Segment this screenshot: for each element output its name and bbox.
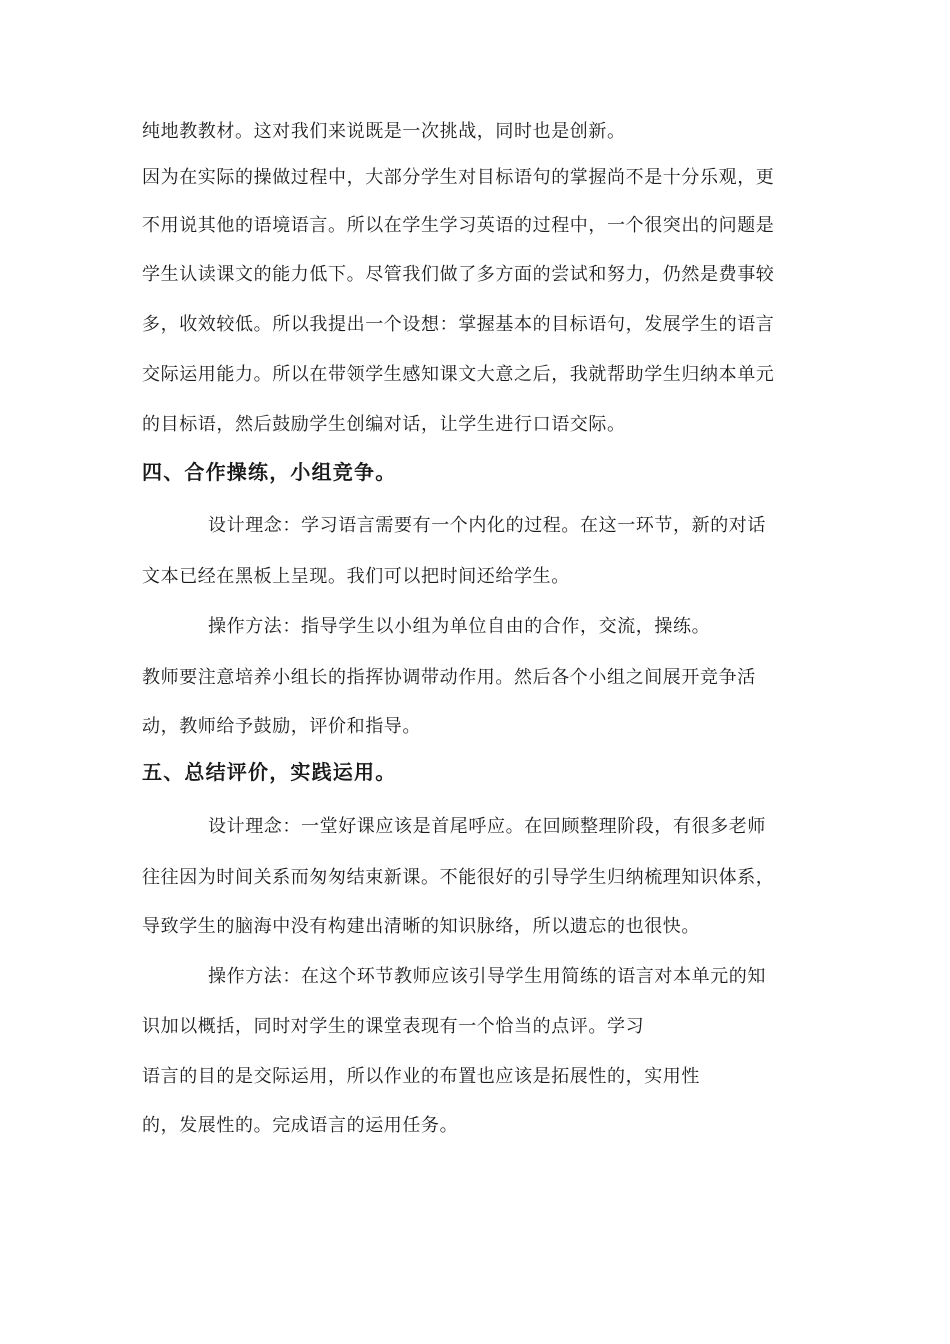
paragraph-line: 多，收效较低。所以我提出一个设想：掌握基本的目标语句，发展学生的语言 [142,314,775,335]
paragraph-line: 交际运用能力。所以在带领学生感知课文大意之后，我就帮助学生归纳本单元 [142,364,775,385]
paragraph-line: 文本已经在黑板上呈现。我们可以把时间还给学生。 [142,566,570,587]
paragraph-line: 的目标语，然后鼓励学生创编对话，让学生进行口语交际。 [142,414,626,435]
paragraph-line: 不用说其他的语境语言。所以在学生学习英语的过程中，一个很突出的问题是 [142,215,775,236]
paragraph-line: 学生认读课文的能力低下。尽管我们做了多方面的尝试和努力，仍然是费事较 [142,264,775,285]
paragraph-line: 操作方法：指导学生以小组为单位自由的合作，交流，操练。 [208,616,711,637]
paragraph-line: 语言的目的是交际运用，所以作业的布置也应该是拓展性的，实用性 [142,1066,700,1087]
paragraph-line: 因为在实际的操做过程中，大部分学生对目标语句的掌握尚不是十分乐观，更 [142,167,775,188]
paragraph-line: 教师要注意培养小组长的指挥协调带动作用。然后各个小组之间展开竞争活 [142,667,756,688]
section-heading-5: 五、总结评价，实践运用。 [142,759,397,784]
paragraph-line: 导致学生的脑海中没有构建出清晰的知识脉络，所以遗忘的也很快。 [142,916,700,937]
paragraph-line: 往往因为时间关系而匆匆结束新课。不能很好的引导学生归纳梳理知识体系， [142,867,775,888]
section-heading-4: 四、合作操练，小组竞争。 [142,459,397,484]
paragraph-line: 的，发展性的。完成语言的运用任务。 [142,1115,459,1136]
paragraph-line: 设计理念：一堂好课应该是首尾呼应。在回顾整理阶段，有很多老师 [208,816,766,837]
paragraph-line: 设计理念：学习语言需要有一个内化的过程。在这一环节，新的对话 [208,515,766,536]
paragraph-line: 操作方法：在这个环节教师应该引导学生用简练的语言对本单元的知 [208,966,766,987]
paragraph-line: 纯地教教材。这对我们来说既是一次挑战，同时也是创新。 [142,121,626,142]
paragraph-line: 动，教师给予鼓励，评价和指导。 [142,716,421,737]
paragraph-line: 识加以概括，同时对学生的课堂表现有一个恰当的点评。学习 [142,1016,645,1037]
